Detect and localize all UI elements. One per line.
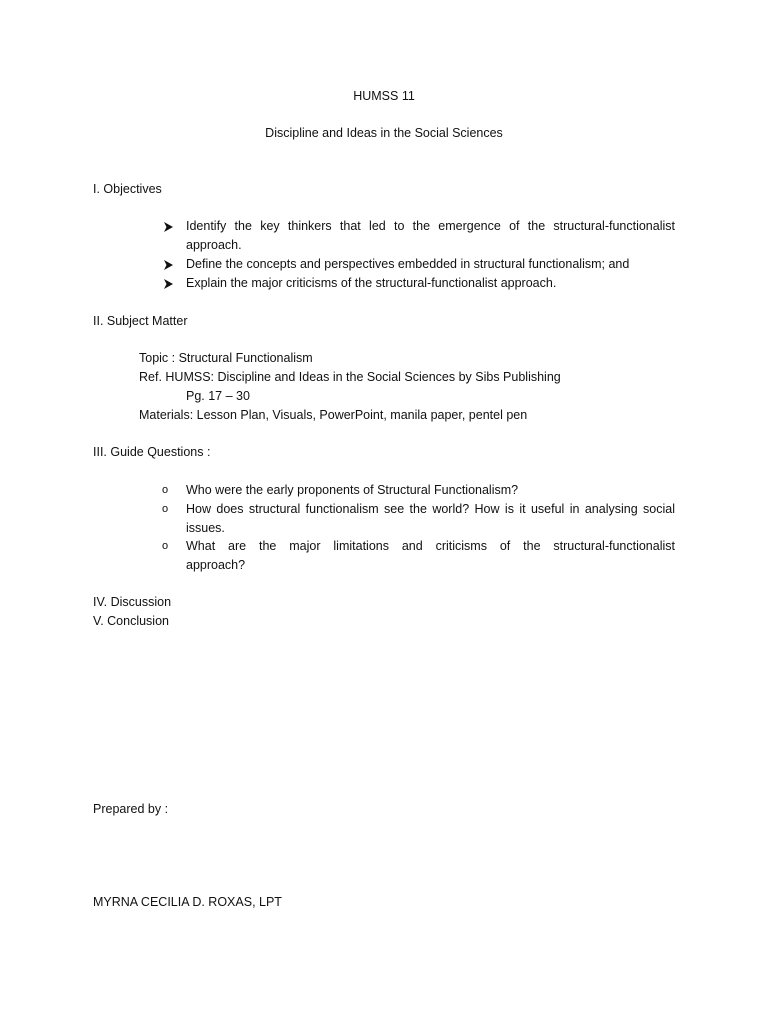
reference-line: Ref. HUMSS: Discipline and Ideas in the Social Sciences by Sibs Publishing — [139, 370, 561, 384]
discussion-heading: IV. Discussion — [93, 595, 172, 609]
arrowhead-bullet-icon — [162, 256, 176, 274]
prepared-by-label: Prepared by : — [93, 802, 169, 816]
objective-text-continued: approach. — [186, 238, 242, 252]
course-title: HUMSS 11 — [353, 89, 415, 103]
arrowhead-bullet-icon — [162, 218, 176, 236]
objectives-heading: I. Objectives — [93, 182, 162, 196]
question-text: How does structural functionalism see the world? How is it useful in analysing social — [186, 502, 675, 516]
objective-text: Explain the major criticisms of the structural-functionalist approach. — [186, 276, 557, 290]
materials-line: Materials: Lesson Plan, Visuals, PowerPoint, manila paper, pentel pen — [139, 408, 528, 422]
topic-line: Topic : Structural Functionalism — [139, 351, 313, 365]
subject-matter-heading: II. Subject Matter — [93, 314, 188, 328]
circle-bullet: o — [161, 503, 169, 515]
arrowhead-bullet-icon — [162, 275, 176, 293]
preparer-name: MYRNA CECILIA D. ROXAS, LPT — [93, 895, 282, 909]
question-text: What are the major limitations and criticisms of the structural-functionalist — [186, 539, 675, 553]
question-text-continued: issues. — [186, 521, 225, 535]
subject-title: Discipline and Ideas in the Social Sciences — [265, 126, 503, 140]
objective-text: Define the concepts and perspectives embedded in structural functionalism; and — [186, 257, 630, 271]
conclusion-heading: V. Conclusion — [93, 614, 169, 628]
guide-questions-heading: III. Guide Questions : — [93, 445, 211, 459]
question-text: Who were the early proponents of Structural Functionalism? — [186, 483, 519, 497]
circle-bullet: o — [161, 540, 169, 552]
circle-bullet: o — [161, 484, 169, 496]
pages-line: Pg. 17 – 30 — [186, 389, 250, 403]
objective-text: Identify the key thinkers that led to the emergence of the structural-functionalist — [186, 219, 675, 233]
question-text-continued: approach? — [186, 558, 246, 572]
